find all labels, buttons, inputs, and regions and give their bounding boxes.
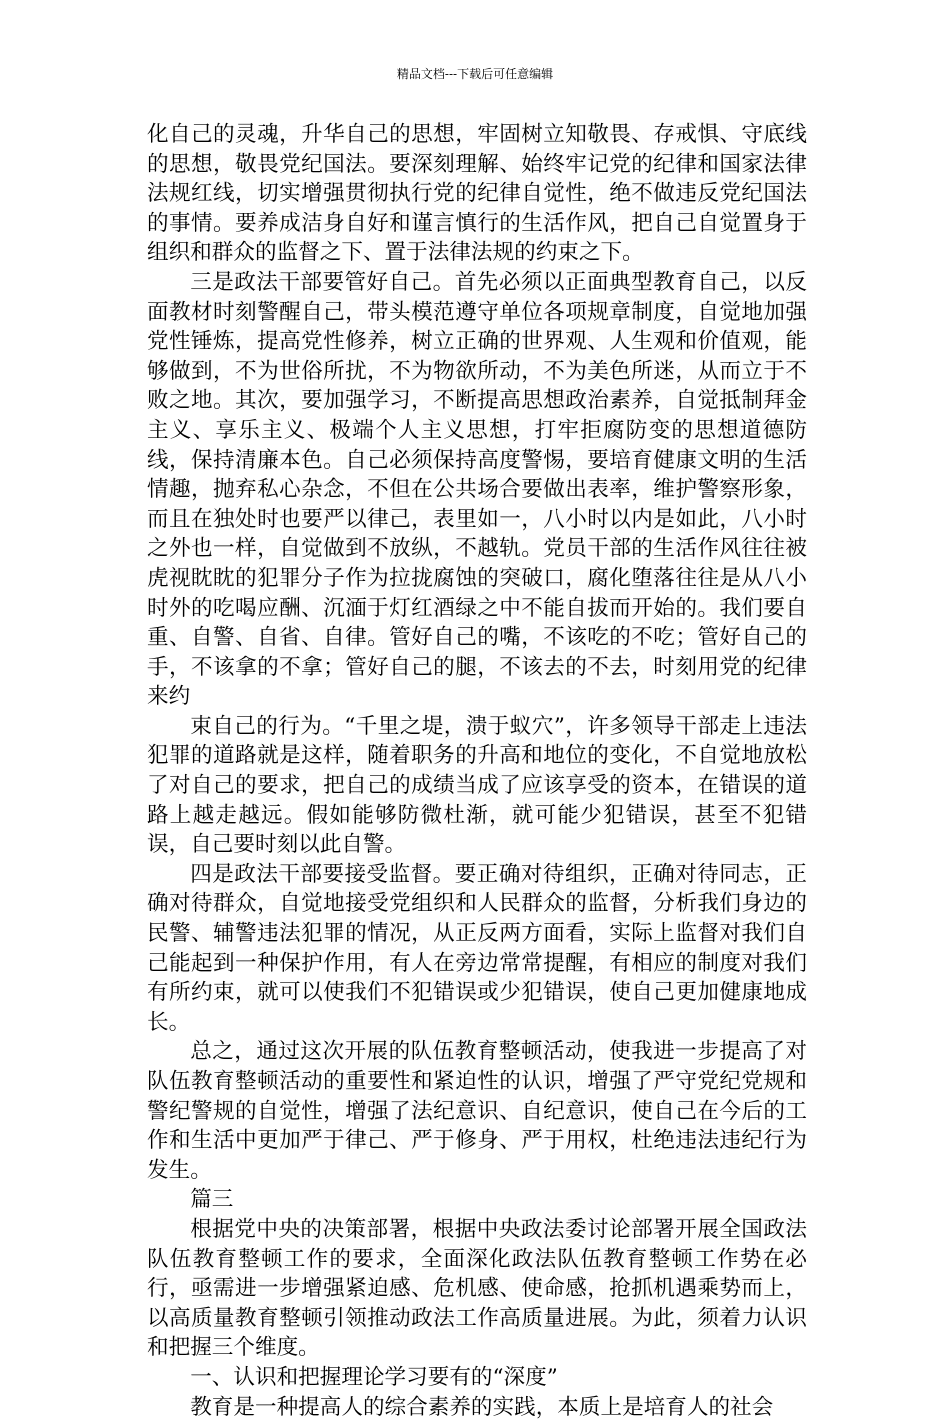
section-heading-pian-san: 篇三 bbox=[190, 1187, 234, 1213]
page-header: 精品文档---下载后可任意编辑 bbox=[396, 67, 554, 81]
paragraph-5: 总之，通过这次开展的队伍教育整顿活动，使我进一步提高了对队伍教育整顿活动的重要性和紧迫性的认识，增强了严守党纪党规和警纪警规的自觉性，增强了法纪意识、自纪意识，使自己在今后的工作和生活中更加严于律己、严于修身、严于用权，杜绝违法违纪行为发生。 bbox=[147, 1039, 807, 1183]
paragraph-1: 化自己的灵魂，升华自己的思想，牢固树立知敬畏、存戒惧、守底线的思想，敬畏党纪国法。要深刻理解、始终牢记党的纪律和国家法律法规红线，切实增强贯彻执行党的纪律自觉性，绝不做违反党纪国法的事情。要养成洁身自好和谨言慎行的生活作风，把自己自觉置身于组织和群众的监督之下、置于法律法规的约束之下。 bbox=[147, 122, 807, 266]
subheading-1: 一、认识和把握理论学习要有的“深度” bbox=[190, 1364, 558, 1390]
paragraph-4: 四是政法干部要接受监督。要正确对待组织，正确对待同志，正确对待群众，自觉地接受党组织和人民群众的监督，分析我们身边的民警、辅警违法犯罪的情况，从正反两方面看，实际上监督对我们自己能起到一种保护作用，有人在旁边常常提醒，有相应的制度对我们有所约束，就可以使我们不犯错误或少犯错误，使自己更加健康地成长。 bbox=[147, 861, 807, 1035]
paragraph-3: 束自己的行为。“千里之堤，溃于蚁穴”，许多领导干部走上违法犯罪的道路就是这样，随着职务的升高和地位的变化，不自觉地放松了对自己的要求，把自己的成绩当成了应该享受的资本，在错误的道路上越走越远。假如能够防微杜渐，就可能少犯错误，甚至不犯错误，自己要时刻以此自警。 bbox=[147, 713, 807, 858]
document-body bbox=[147, 120, 807, 1422]
paragraph-7: 教育是一种提高人的综合素养的实践，本质上是培育人的社会 bbox=[190, 1394, 774, 1420]
paragraph-6: 根据党中央的决策部署，根据中央政法委讨论部署开展全国政法队伍教育整顿工作的要求，全面深化政法队伍教育整顿工作势在必行，亟需进一步增强紧迫感、危机感、使命感，抢抓机遇乘势而上，以高质量教育整顿引领推动政法工作高质量进展。为此，须着力认识和把握三个维度。 bbox=[147, 1216, 807, 1361]
paragraph-2: 三是政法干部要管好自己。首先必须以正面典型教育自己，以反面教材时刻警醒自己，带头模范遵守单位各项规章制度，自觉地加强党性锤炼，提高党性修养，树立正确的世界观、人生观和价值观，能够做到，不为世俗所扰，不为物欲所动，不为美色所迷，从而立于不败之地。其次，要加强学习，不断提高思想政治素养，自觉抵制拜金主义、享乐主义、极端个人主义思想，打牢拒腐防变的思想道德防线，保持清廉本色。自己必须保持高度警惕，要培育健康文明的生活情趣，抛弃私心杂念，不但在公共场合要做出表率，维护警察形象，而且在独处时也要严以律己，表里如一，八小时以内是如此，八小时之外也一样，自觉做到不放纵，不越轨。党员干部的生活作风往往被虎视眈眈的犯罪分子作为拉拢腐蚀的突破口，腐化堕落往往是从八小时外的吃喝应酬、沉湎于灯红酒绿之中不能自拔而开始的。我们要自重、自警、自省、自律。管好自己的嘴，不该吃的不吃；管好自己的手，不该拿的不拿；管好自己的腿，不该去的不去，时刻用党的纪律来约 bbox=[147, 269, 807, 710]
